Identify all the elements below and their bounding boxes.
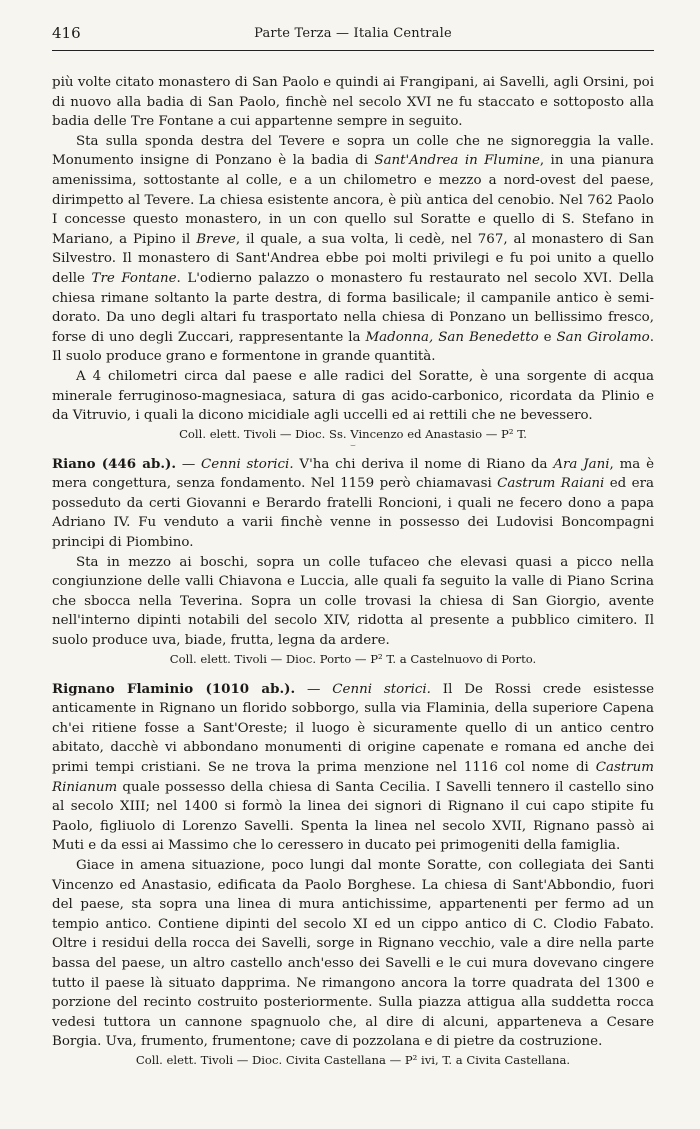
page-number: 416: [52, 24, 81, 42]
ponzano-electoral-note: Coll. elett. Tivoli — Dioc. Ss. Vincenzo ed Anastasio — P² T.: [179, 426, 527, 441]
rignano-paragraph-2: Giace in amena situazione, poco lungi dal monte Soratte, con collegiata dei Santi Vincenzo ed Anastasio, edificata da Paolo Borghese. La chiesa di Sant'Abbondio, fuori del paese, sta sopra una linea di mura antichissime, appartenenti per fermo ad un tempio antico. Contiene dipinti del secolo XI ed un cippo antico di C. Clodio Fabato. Oltre i residui della rocca dei Savelli, sorge in Rignano vecchio, vale a dire nella parte bassa del paese, un altro castello anch'esso dei Savelli e le cui mura dovevano cingere tutto il paese là situato dapprima. Ne rimangono ancora la torre quadrata del 1300 e porzione del recinto costruito posteriormente. Sulla piazza attigua alla suddetta rocca vedesi tuttora un cannone spagnuolo che, al dire di alcuni, apparteneva a Cesare Borgia. Uva, frumento, frumentone; cave di pozzolana e di pietre da costruzione.: [52, 857, 654, 1050]
page-body: [52, 73, 654, 1069]
rignano-paragraph-1: Rignano Flaminio (1010 ab.). — Cenni storici. Il De Rossi crede esistesse anticamente in Rignano un florido sobborgo, sulla via Flaminia, della superiore Capena ch'ei ritiene fosse a Sant'Oreste; il luogo è sicuramente quello di un antico centro abitato, dacchè vi abbondano monumenti di origine capenate e romana ed anche dei primi tempi cristiani. Se ne trova la prima menzione nel 1116 col nome di Castrum Rinianum quale possesso della chiesa di Santa Cecilia. I Savelli tennero il castello sino al secolo XIII; nel 1400 si formò la linea dei signori di Rignano il cui capo stipite fu Paolo, figliuolo di Lorenzo Savelli. Spenta la linea nel secolo XVII, Rignano passò ai Muti e da essi ai Massimo che lo ceressero in ducato pei primogeniti della famiglia.: [52, 680, 655, 854]
riano-title: Riano (446 ab.).: [52, 455, 176, 472]
riano-paragraph-2: Sta in mezzo ai boschi, sopra un colle tufaceo che elevasi quasi a picco nella congiunzione delle valli Chiavona e Luccia, alle quali fa seguito la valle di Piano Scrina che sbocca nella Teverina. Sopra un colle trovasi la chiesa di San Giorgio, avente nell'interno dipinti notabili del secolo XIV, ridotta al presente a pubblico cimitero. Il suolo produce uva, biade, frutta, legna da ardere.: [52, 554, 654, 649]
rignano-electoral-note: Coll. elett. Tivoli — Dioc. Civita Castellana — P² ivi, T. a Civita Castellana.: [135, 1052, 571, 1067]
section-ornament: ⌣: [350, 440, 356, 451]
ponzano-paragraph-2: Sta sulla sponda destra del Tevere e sopra un colle che ne signoreggia la valle. Monumento insigne di Ponzano è la badia di Sant'Andrea in Flumine, in una pianura amenissima, sottostante al colle, e a un chilometro e mezzo a nord-ovest del paese, dirimpetto al Tevere. La chiesa esistente ancora, è più antica del cenobio. Nel 762 Paolo I concesse questo monastero, in un con quello sul Soratte e quello di S. Stefano in Mariano, a Pipino il Breve, il quale, a sua volta, li cedè, nel 767, al monastero di San Silvestro. Il monastero di Sant'Andrea ebbe poi molti privilegi e fu poi unito a quello delle Tre Fontane. L'odierno palazzo o monastero fu restaurato nel secolo XVI. Della chiesa rimane soltanto la parte destra, di forma basilicale; il campanile antico è semi-dorato. Da uno degli altari fu trasportato nella chiesa di Ponzano un bellissimo fresco, forse di uno degli Zuccari, rappresentante la Madonna, San Benedetto e San Girolamo. Il suolo produce grano e formentone in grande quantità.: [52, 133, 655, 365]
rignano-cenni: Cenni storici.: [332, 681, 431, 697]
running-head: Parte Terza — Italia Centrale: [254, 26, 452, 41]
riano-cenni: Cenni storici.: [201, 456, 294, 472]
ponzano-paragraph-3: A 4 chilometri circa dal paese e alle radici del Soratte, è una sorgente di acqua minerale ferruginoso-magnesiaca, satura di gas acido-carbonico, ricordata da Plinio e da Vitruvio, i quali la dicono micidiale agli uccelli ed ai rettili che ne bevessero.: [52, 368, 654, 424]
rignano-title: Rignano Flaminio (1010 ab.).: [52, 680, 296, 697]
riano-paragraph-1: Riano (446 ab.). — Cenni storici. V'ha chi deriva il nome di Riano da Ara Jani, ma è mera congettura, senza fondamento. Nel 1159 però chiamavasi Castrum Raiani ed era posseduto da certi Giovanni e Berardo fratelli Roncioni, i quali ne fecero dono a papa Adriano IV. Fu venduto a varii finchè venne in possesso dei Ludovisi Boncompagni principi di Piombino.: [52, 455, 654, 551]
page-header: [52, 20, 654, 51]
riano-electoral-note: Coll. elett. Tivoli — Dioc. Porto — P² T. a Castelnuovo di Porto.: [169, 651, 537, 666]
ponzano-paragraph-1: più volte citato monastero di San Paolo e quindi ai Frangipani, ai Savelli, agli Orsini, poi di nuovo alla badia di San Paolo, finchè nel secolo XVI ne fu staccato e sottoposto alla badia delle Tre Fontane a cui appartenne sempre in seguito.: [52, 75, 654, 130]
